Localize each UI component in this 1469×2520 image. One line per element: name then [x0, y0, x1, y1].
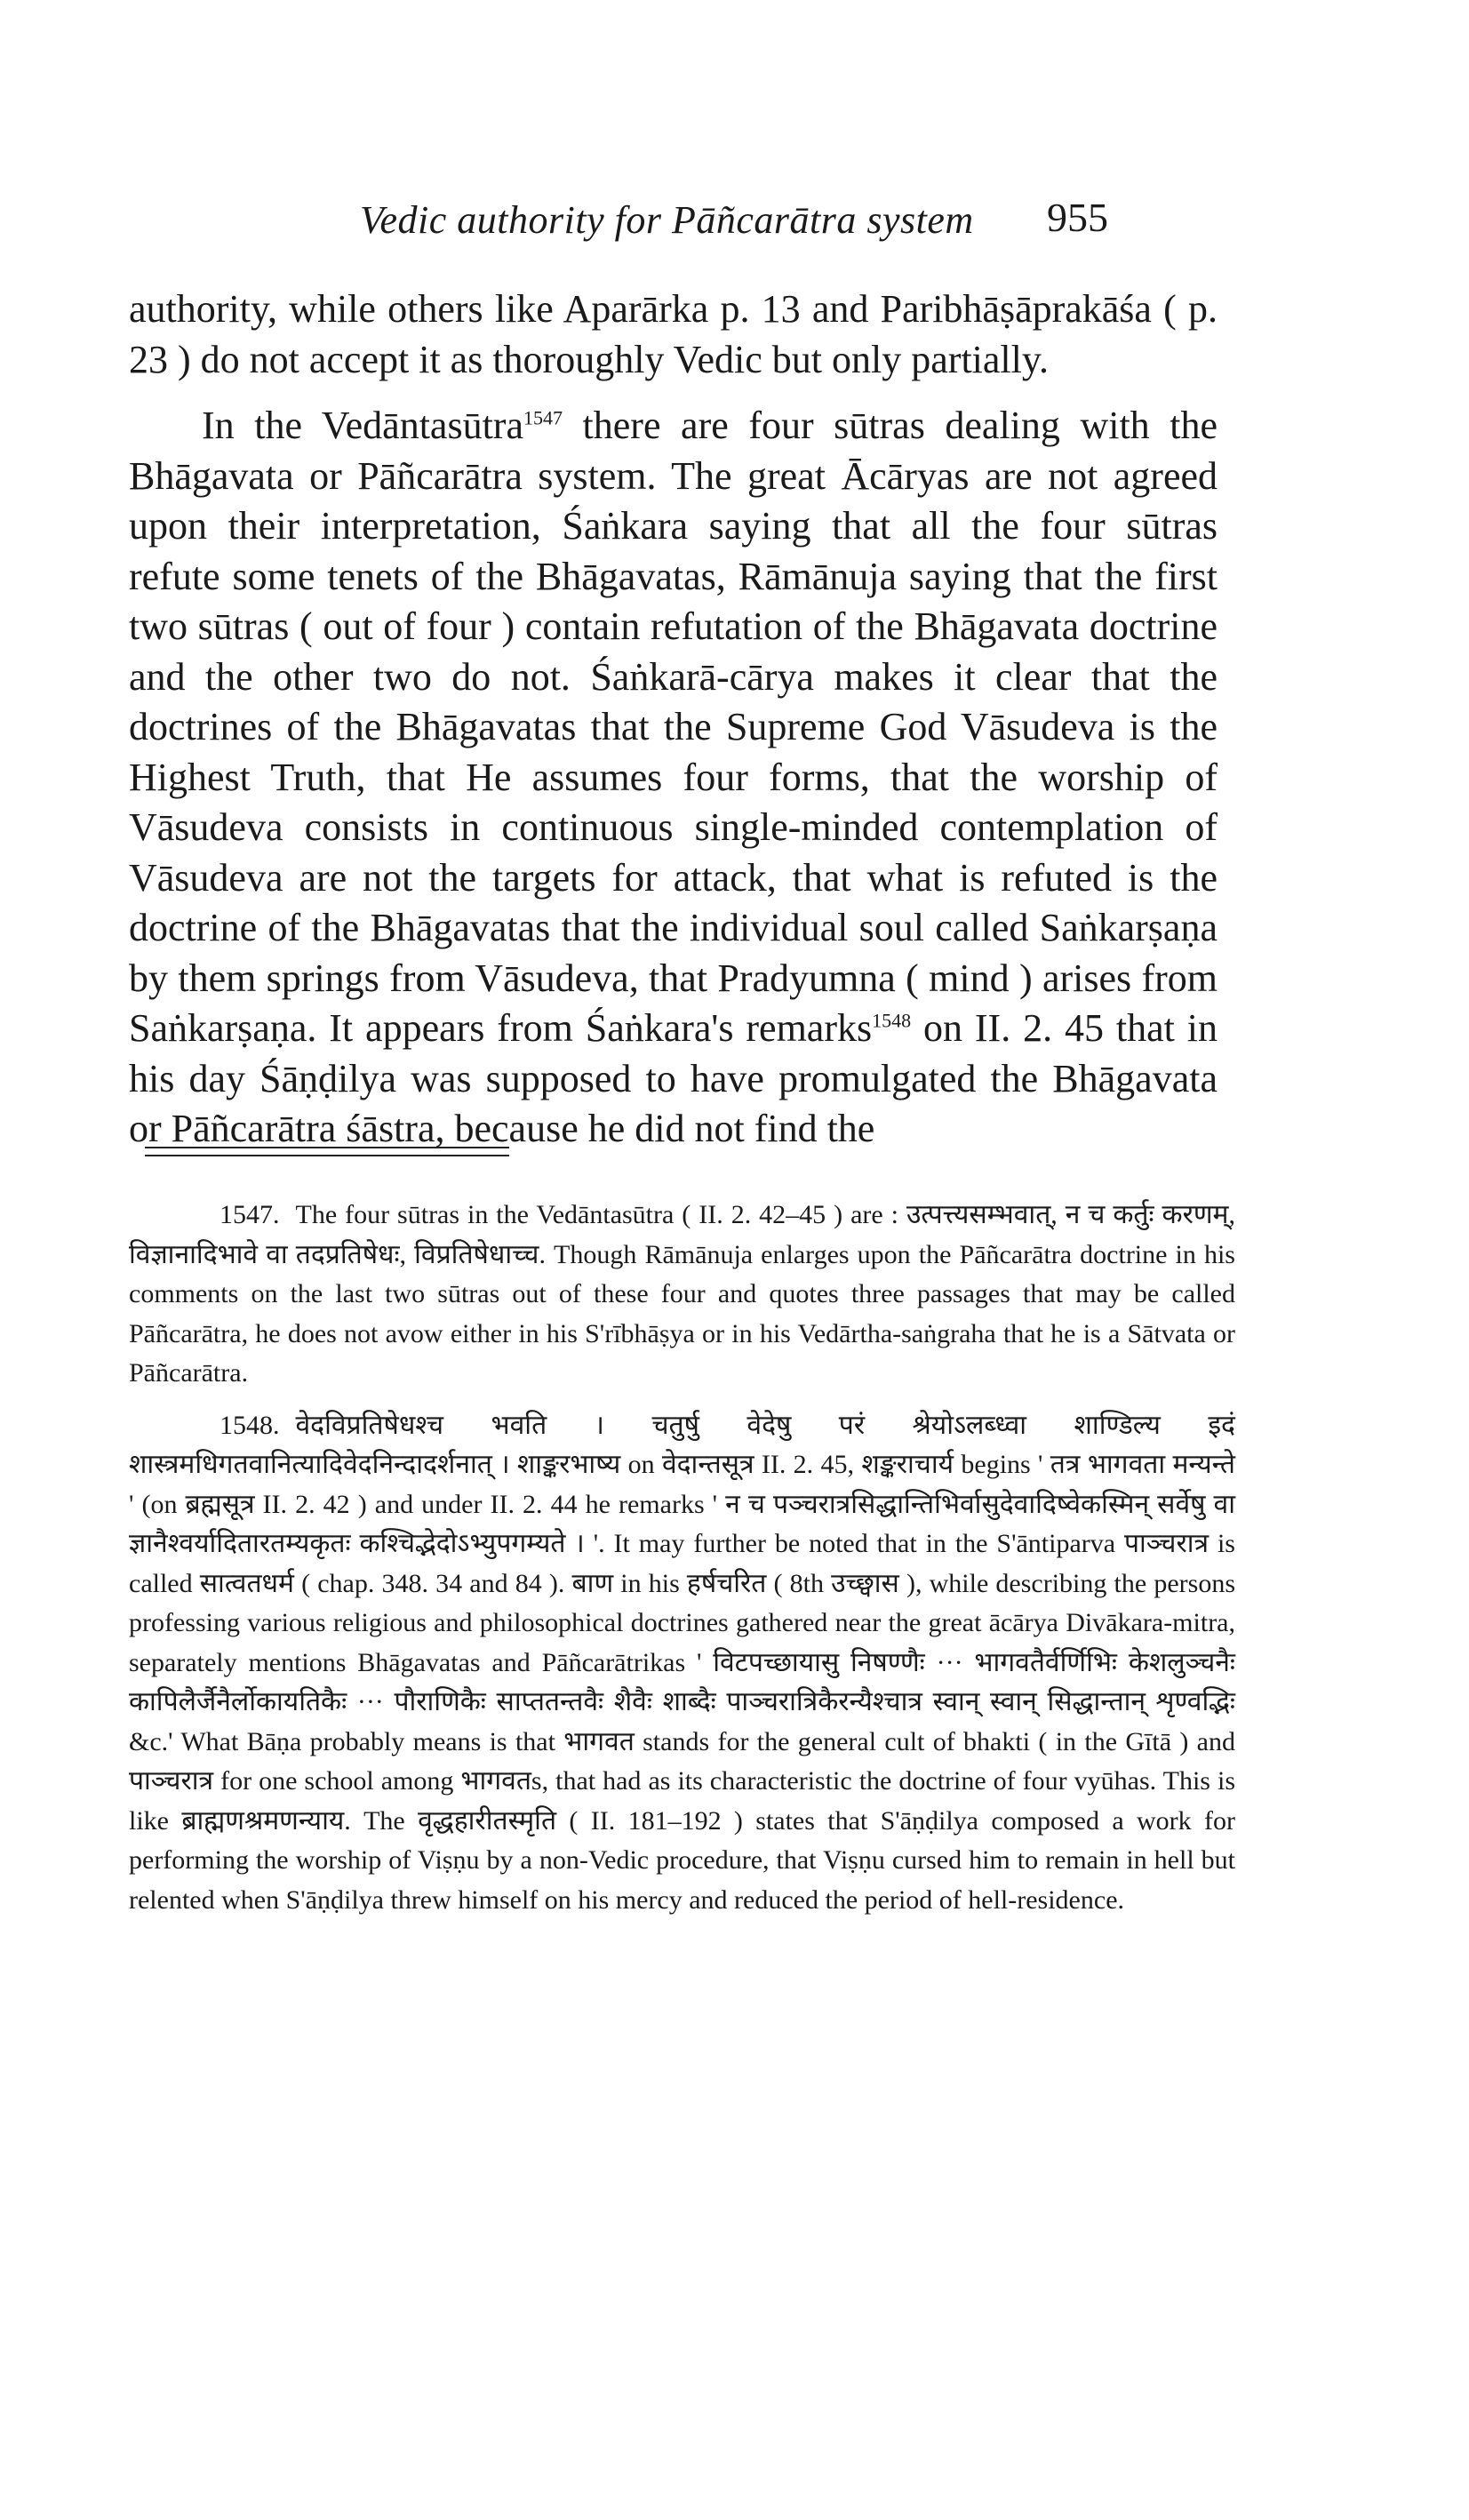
paragraph-text-c: on II. 2. 45 that in his day Śāṇḍilya was supposed to have promulgated the Bhāgavata or Pāñcarātra śāstra, because he did not find the: [129, 1006, 1218, 1150]
footnote-divider-second: [145, 1155, 509, 1156]
page-number: 955: [1047, 195, 1108, 240]
footnote-number: 1547.: [220, 1200, 280, 1229]
footnotes: [129, 1196, 1235, 1932]
main-text: [129, 284, 1218, 1155]
footnote-divider: [145, 1147, 509, 1148]
footnote-number: 1548.: [220, 1410, 280, 1440]
paragraph-text-b: there are four sūtras dealing with the Bhāgavata or Pāñcarātra system. The great Ācāryas are not agreed upon their interpretation, Śaṅkara saying that all the four sūtras refute some tenets of the Bhāgavatas, Rāmānuja saying that the first two sūtras ( out of four ) contain refutation of the Bhāgavata doctrine and the other two do not. Śaṅkarā-cārya makes it clear that the doctrines of the Bhāgavatas that the Supreme God Vāsudeva is the Highest Truth, that He assumes four forms, that the worship of Vāsudeva consists in continuous single-minded contemplation of Vāsudeva are not the targets for attack, that what is refuted is the doctrine of the Bhāgavatas that the individual soul called Saṅkarṣaṇa by them springs from Vāsudeva, that Pradyumna ( mind ) arises from Saṅkarṣaṇa. It appears from Śaṅkara's remarks: [129, 404, 1218, 1050]
footnote-ref-1547: 1547: [523, 406, 563, 429]
paragraph-text-a: In the Vedāntasūtra: [202, 404, 523, 447]
footnote-1548: [129, 1406, 1235, 1921]
footnote-ref-1548: 1548: [872, 1009, 912, 1032]
footnote-1547: [129, 1196, 1235, 1394]
running-title: Vedic authority for Pāñcarātra system: [360, 198, 974, 242]
paragraph-continued: authority, while others like Aparārka p. 13 and Paribhāṣāprakāśa ( p. 23 ) do not accept it as thoroughly Vedic but only partially.: [129, 287, 1218, 381]
footnote-text: वेदविप्रतिषेधश्च भवति । चतुर्षु वेदेषु परं श्रेयोऽलब्ध्वा शाण्डिल्य इदं शास्त्रमधिगतवानित्यादिवेदनिन्दादर्शनात् । शाङ्करभाष्य on वेदान्तसूत्र II. 2. 45, शङ्कराचार्य begins ' तत्र भागवता मन्यन्ते ' (on ब्रह्मसूत्र II. 2. 42 ) and under II. 2. 44 he remarks ' न च पञ्चरात्रसिद्धान्तिभिर्वासुदेवादिष्वेकस्मिन् सर्वेषु वा ज्ञानैश्वर्यादितारतम्यकृतः कश्चिद्भेदोऽभ्युपगम्यते । '. It may further be noted that in the S'āntiparva पाञ्चरात्र is called सात्वतधर्म ( chap. 348. 34 and 84 ). बाण in his हर्षचरित ( 8th उच्छ्वास ), while describing the persons professing various religious and philosophical doctrines gathered near the great ācārya Divākara-mitra, separately mentions Bhāgavatas and Pāñcarātrikas ' विटपच्छायासु निषण्णैः ··· भागवतैर्वर्णिभिः केशलुञ्चनैः कापिलैर्जैनैर्लोकायतिकैः ··· पौराणिकैः साप्ततन्तवैः शैवैः शाब्दैः पाञ्चरात्रिकैरन्यैश्चात्र स्वान् स्वान् सिद्धान्तान् शृण्वद्भिः &c.' What Bāṇa probably means is that भागवत stands for the general cult of bhakti ( in the Gītā ) and पाञ्चरात्र for one school among भागवतs, that had as its characteristic the doctrine of four vyūhas. This is like ब्राह्मणश्रमणन्याय. The वृद्धहारीतस्मृति ( II. 181–192 ) states that S'āṇḍilya composed a work for performing the worship of Viṣṇu by a non-Vedic procedure, that Viṣṇu cursed him to remain in hell but relented when S'āṇḍilya threw himself on his mercy and reduced the period of hell-residence.: [129, 1410, 1235, 1915]
footnote-text: The four sūtras in the Vedāntasūtra ( II. 2. 42–45 ) are : उत्पत्त्यसम्भवात्, न च कर्तुः करणम्, विज्ञानादिभावे वा तदप्रतिषेधः, विप्रतिषेधाच्च. Though Rāmānuja enlarges upon the Pāñcarātra doctrine in his comments on the last two sūtras out of these four and quotes three passages that may be called Pāñcarātra, he does not avow either in his S'rībhāṣya or in his Vedārtha-saṅgraha that he is a Sātvata or Pāñcarātra.: [129, 1200, 1235, 1388]
paragraph-vedantasutra: [129, 401, 1218, 1155]
